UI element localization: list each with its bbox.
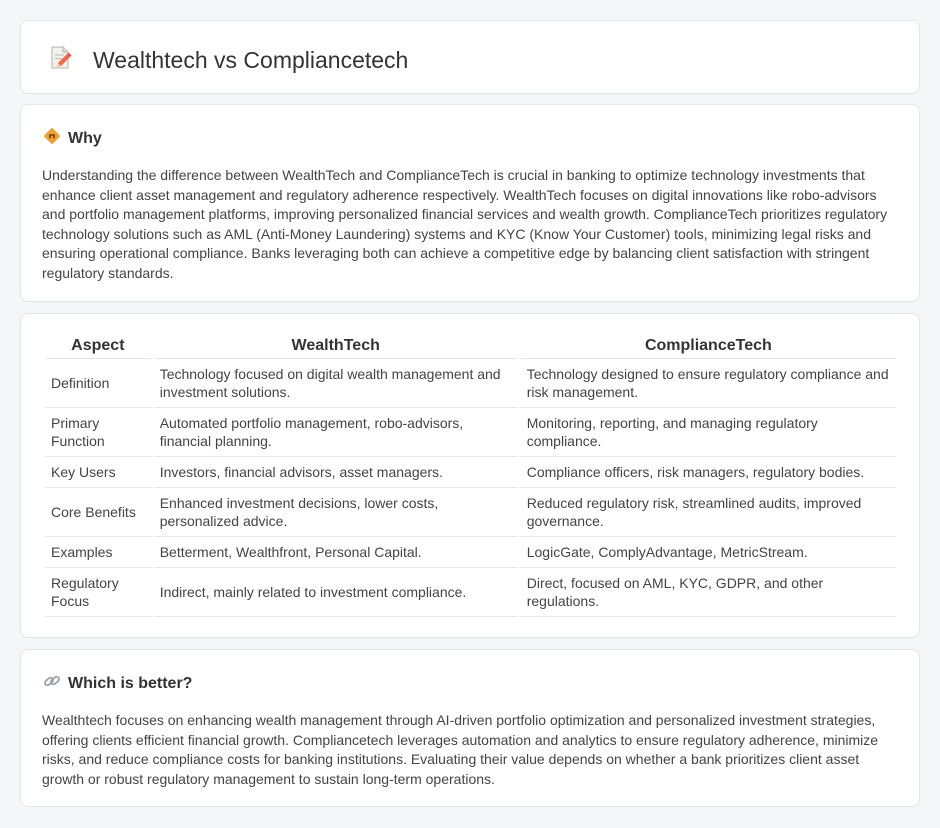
table-row (45, 488, 896, 537)
which-is-better-heading: Which is better? (68, 674, 193, 692)
row-wealthtech: Automated portfolio management, robo-advisors, financial planning. (154, 408, 518, 457)
which-is-better-text: Wealthtech focuses on enhancing wealth management through AI-driven portfolio optimization and personalized investment strategies, offering clients efficient financial growth. Compliancetech leverages automation and analytics to ensure regulatory adherence, minimize risks, and reduce compliance costs for banking institutions. Evaluating their value depends on whether a bank prioritizes client asset growth or robust regulatory management to sustain long-term operations. (42, 712, 879, 787)
row-compliancetech: LogicGate, ComplyAdvantage, MetricStream. (521, 537, 896, 568)
comparison-table (42, 334, 899, 617)
document-pencil-icon (47, 45, 73, 76)
row-aspect: Core Benefits (45, 488, 151, 537)
row-wealthtech: Technology focused on digital wealth management and investment solutions. (154, 359, 518, 408)
header-aspect: Aspect (45, 334, 151, 359)
row-aspect: Regulatory Focus (45, 568, 151, 617)
table-row (45, 568, 896, 617)
which-is-better-section (20, 649, 920, 807)
row-wealthtech: Enhanced investment decisions, lower costs, personalized advice. (154, 488, 518, 537)
row-wealthtech: Investors, financial advisors, asset managers. (154, 457, 518, 488)
why-text: Understanding the difference between WealthTech and ComplianceTech is crucial in banking to optimize technology investments that enhance client asset management and regulatory adherence respectively. WealthTech focuses on digital innovations like robo-advisors and portfolio management platforms, improving personalized financial services and wealth growth. ComplianceTech prioritizes regulatory technology solutions such as AML (Anti-Money Laundering) systems and KYC (Know Your Customer) tools, minimizing legal risks and ensuring operational compliance. Banks leveraging both can achieve a competitive edge by balancing client satisfaction with stringent regulatory standards. (42, 167, 888, 281)
row-compliancetech: Technology designed to ensure regulatory compliance and risk management. (521, 359, 896, 408)
page-title: Wealthtech vs Compliancetech (93, 47, 409, 73)
row-wealthtech: Indirect, mainly related to investment compliance. (154, 568, 518, 617)
why-section (20, 104, 920, 302)
table-row (45, 537, 896, 568)
header-wealthtech: WealthTech (154, 334, 518, 359)
table-row (45, 359, 896, 408)
comparison-section (20, 313, 920, 638)
row-compliancetech: Direct, focused on AML, KYC, GDPR, and other regulations. (521, 568, 896, 617)
link-icon (43, 672, 61, 695)
header-compliancetech: ComplianceTech (521, 334, 896, 359)
row-compliancetech: Monitoring, reporting, and managing regulatory compliance. (521, 408, 896, 457)
row-aspect: Definition (45, 359, 151, 408)
table-row (45, 457, 896, 488)
row-aspect: Examples (45, 537, 151, 568)
row-compliancetech: Reduced regulatory risk, streamlined audits, improved governance. (521, 488, 896, 537)
row-wealthtech: Betterment, Wealthfront, Personal Capital. (154, 537, 518, 568)
row-aspect: Primary Function (45, 408, 151, 457)
why-heading: Why (68, 129, 102, 147)
row-aspect: Key Users (45, 457, 151, 488)
table-header-row (45, 334, 896, 359)
title-card (20, 20, 920, 94)
diamond-sign-icon (43, 127, 61, 150)
row-compliancetech: Compliance officers, risk managers, regulatory bodies. (521, 457, 896, 488)
table-row (45, 408, 896, 457)
